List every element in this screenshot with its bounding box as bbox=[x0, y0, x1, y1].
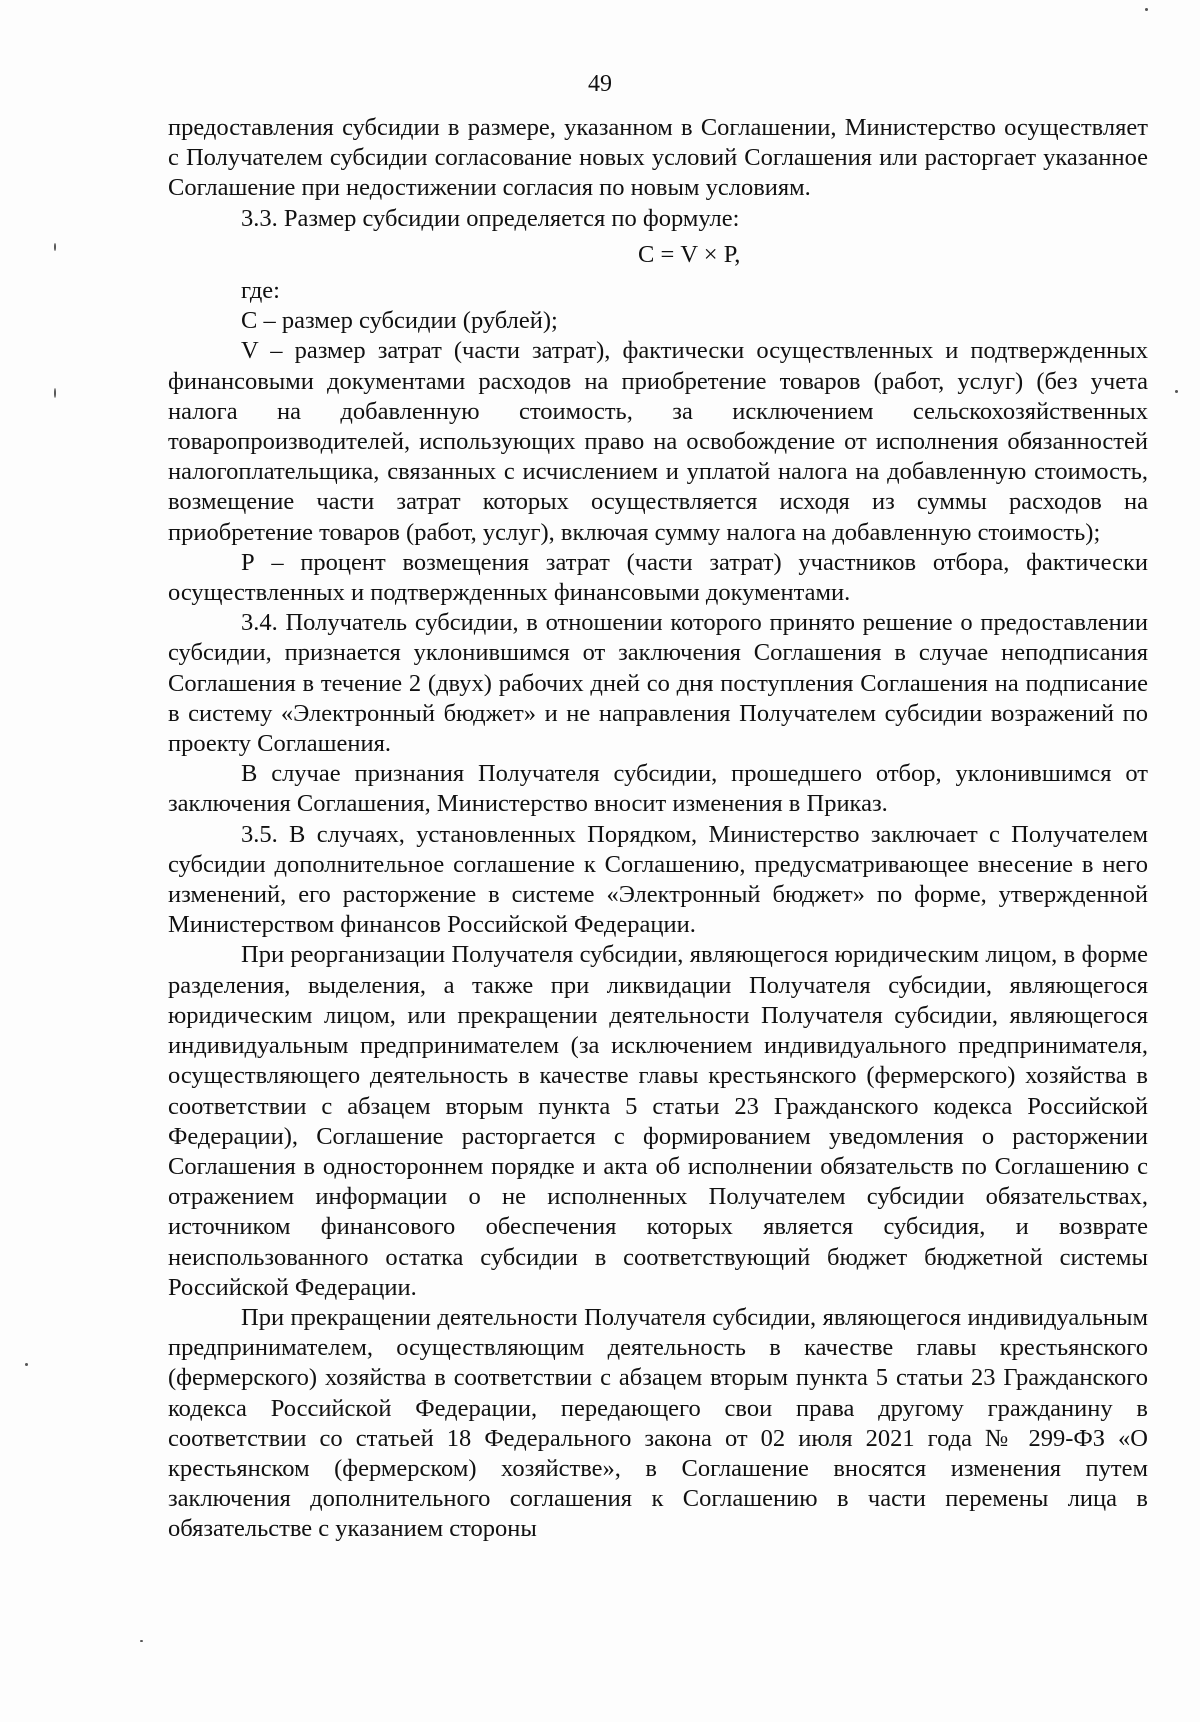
scan-speck bbox=[54, 243, 56, 251]
paragraph-def-v: V – размер затрат (части затрат), фактически осуществленных и подтвержденных финансовыми документами расходов на приобретение товаров (работ, услуг) (без учета налога на добавленную стоимость, за исключением сельскохозяйственных товаропроизводителей, использующих право на освобождение от исполнения обязанностей налогоплательщика, связанных с исчислением и уплатой налога на добавленную стоимость, возмещение части затрат которых осуществляется исходя из суммы расходов на приобретение товаров (работ, услуг), включая сумму налога на добавленную стоимость); bbox=[168, 337, 1148, 546]
paragraph-where: где: bbox=[241, 277, 280, 305]
paragraph-reorganization: При реорганизации Получателя субсидии, являющегося юридическим лицом, в форме разделения, выделения, а также при ликвидации Получателя субсидии, являющегося юридическим лицом, или прекращении деятельности Получателя субсидии, являющегося индивидуальным предпринимателем (за исключением индивидуального предпринимателя, осуществляющего деятельность в качестве главы крестьянского (фермерского) хозяйства в соответствии с абзацем вторым пункта 5 статьи 23 Гражданского кодекса Российской Федерации), Соглашение расторгается с формированием уведомления о расторжении Соглашения в одностороннем порядке и акта об исполнении обязательств по Соглашению с отражением информации о не исполненных Получателем субсидии обязательствах, источником финансового обеспечения которых является субсидия, и возврате неиспользованного остатка субсидии в соответствующий бюджет бюджетной системы Российской Федерации. bbox=[168, 941, 1148, 1301]
paragraph-3-4: 3.4. Получатель субсидии, в отношении которого принято решение о предоставлении субсидии, признается уклонившимся от заключения Соглашения в случае неподписания Соглашения в течение 2 (двух) рабочих дней со дня поступления Соглашения на подписание в систему «Электронный бюджет» и не направления Получателем субсидии возражений по проекту Соглашения. bbox=[168, 609, 1148, 758]
paragraph-3-3: 3.3. Размер субсидии определяется по формуле: bbox=[241, 204, 740, 232]
document-body bbox=[168, 113, 1148, 1545]
paragraph-def-p: Р – процент возмещения затрат (части затрат) участников отбора, фактически осуществленных и подтвержденных финансовыми документами. bbox=[168, 548, 1148, 607]
paragraph-evasion: В случае признания Получателя субсидии, прошедшего отбор, уклонившимся от заключения Соглашения, Министерство вносит изменения в Приказ. bbox=[168, 760, 1148, 818]
scan-speck bbox=[140, 1640, 143, 1642]
formula: С = V × Р, bbox=[638, 240, 741, 268]
scan-speck bbox=[25, 1363, 28, 1366]
page-number: 49 bbox=[588, 71, 612, 97]
scan-speck bbox=[1145, 8, 1148, 11]
paragraph-3-5: 3.5. В случаях, установленных Порядком, Министерство заключает с Получателем субсидии дополнительное соглашение к Соглашению, предусматривающее внесение в него изменений, его расторжение в системе «Электронный бюджет» по форме, утвержденной Министерством финансов Российской Федерации. bbox=[168, 820, 1148, 939]
paragraph-termination: При прекращении деятельности Получателя субсидии, являющегося индивидуальным предпринимателем, осуществляющим деятельность в качестве главы крестьянского (фермерского) хозяйства в соответствии с абзацем вторым пункта 5 статьи 23 Гражданского кодекса Российской Федерации, передающего свои права другому гражданину в соответствии со статьей 18 Федерального закона от 02 июля 2021 года № 299-ФЗ «О крестьянском (фермерском) хозяйстве», в Соглашение вносятся изменения путем заключения дополнительного соглашения к Соглашению в части перемены лица в обязательстве с указанием стороны bbox=[168, 1303, 1148, 1543]
paragraph-def-c: С – размер субсидии (рублей); bbox=[241, 307, 558, 335]
paragraph-intro: предоставления субсидии в размере, указанном в Соглашении, Министерство осуществляет с Получателем субсидии согласование новых условий Соглашения или расторгает указанное Соглашение при недостижении согласия по новым условиям. bbox=[168, 114, 1148, 202]
scan-speck bbox=[54, 388, 56, 398]
scan-speck bbox=[1175, 390, 1178, 393]
